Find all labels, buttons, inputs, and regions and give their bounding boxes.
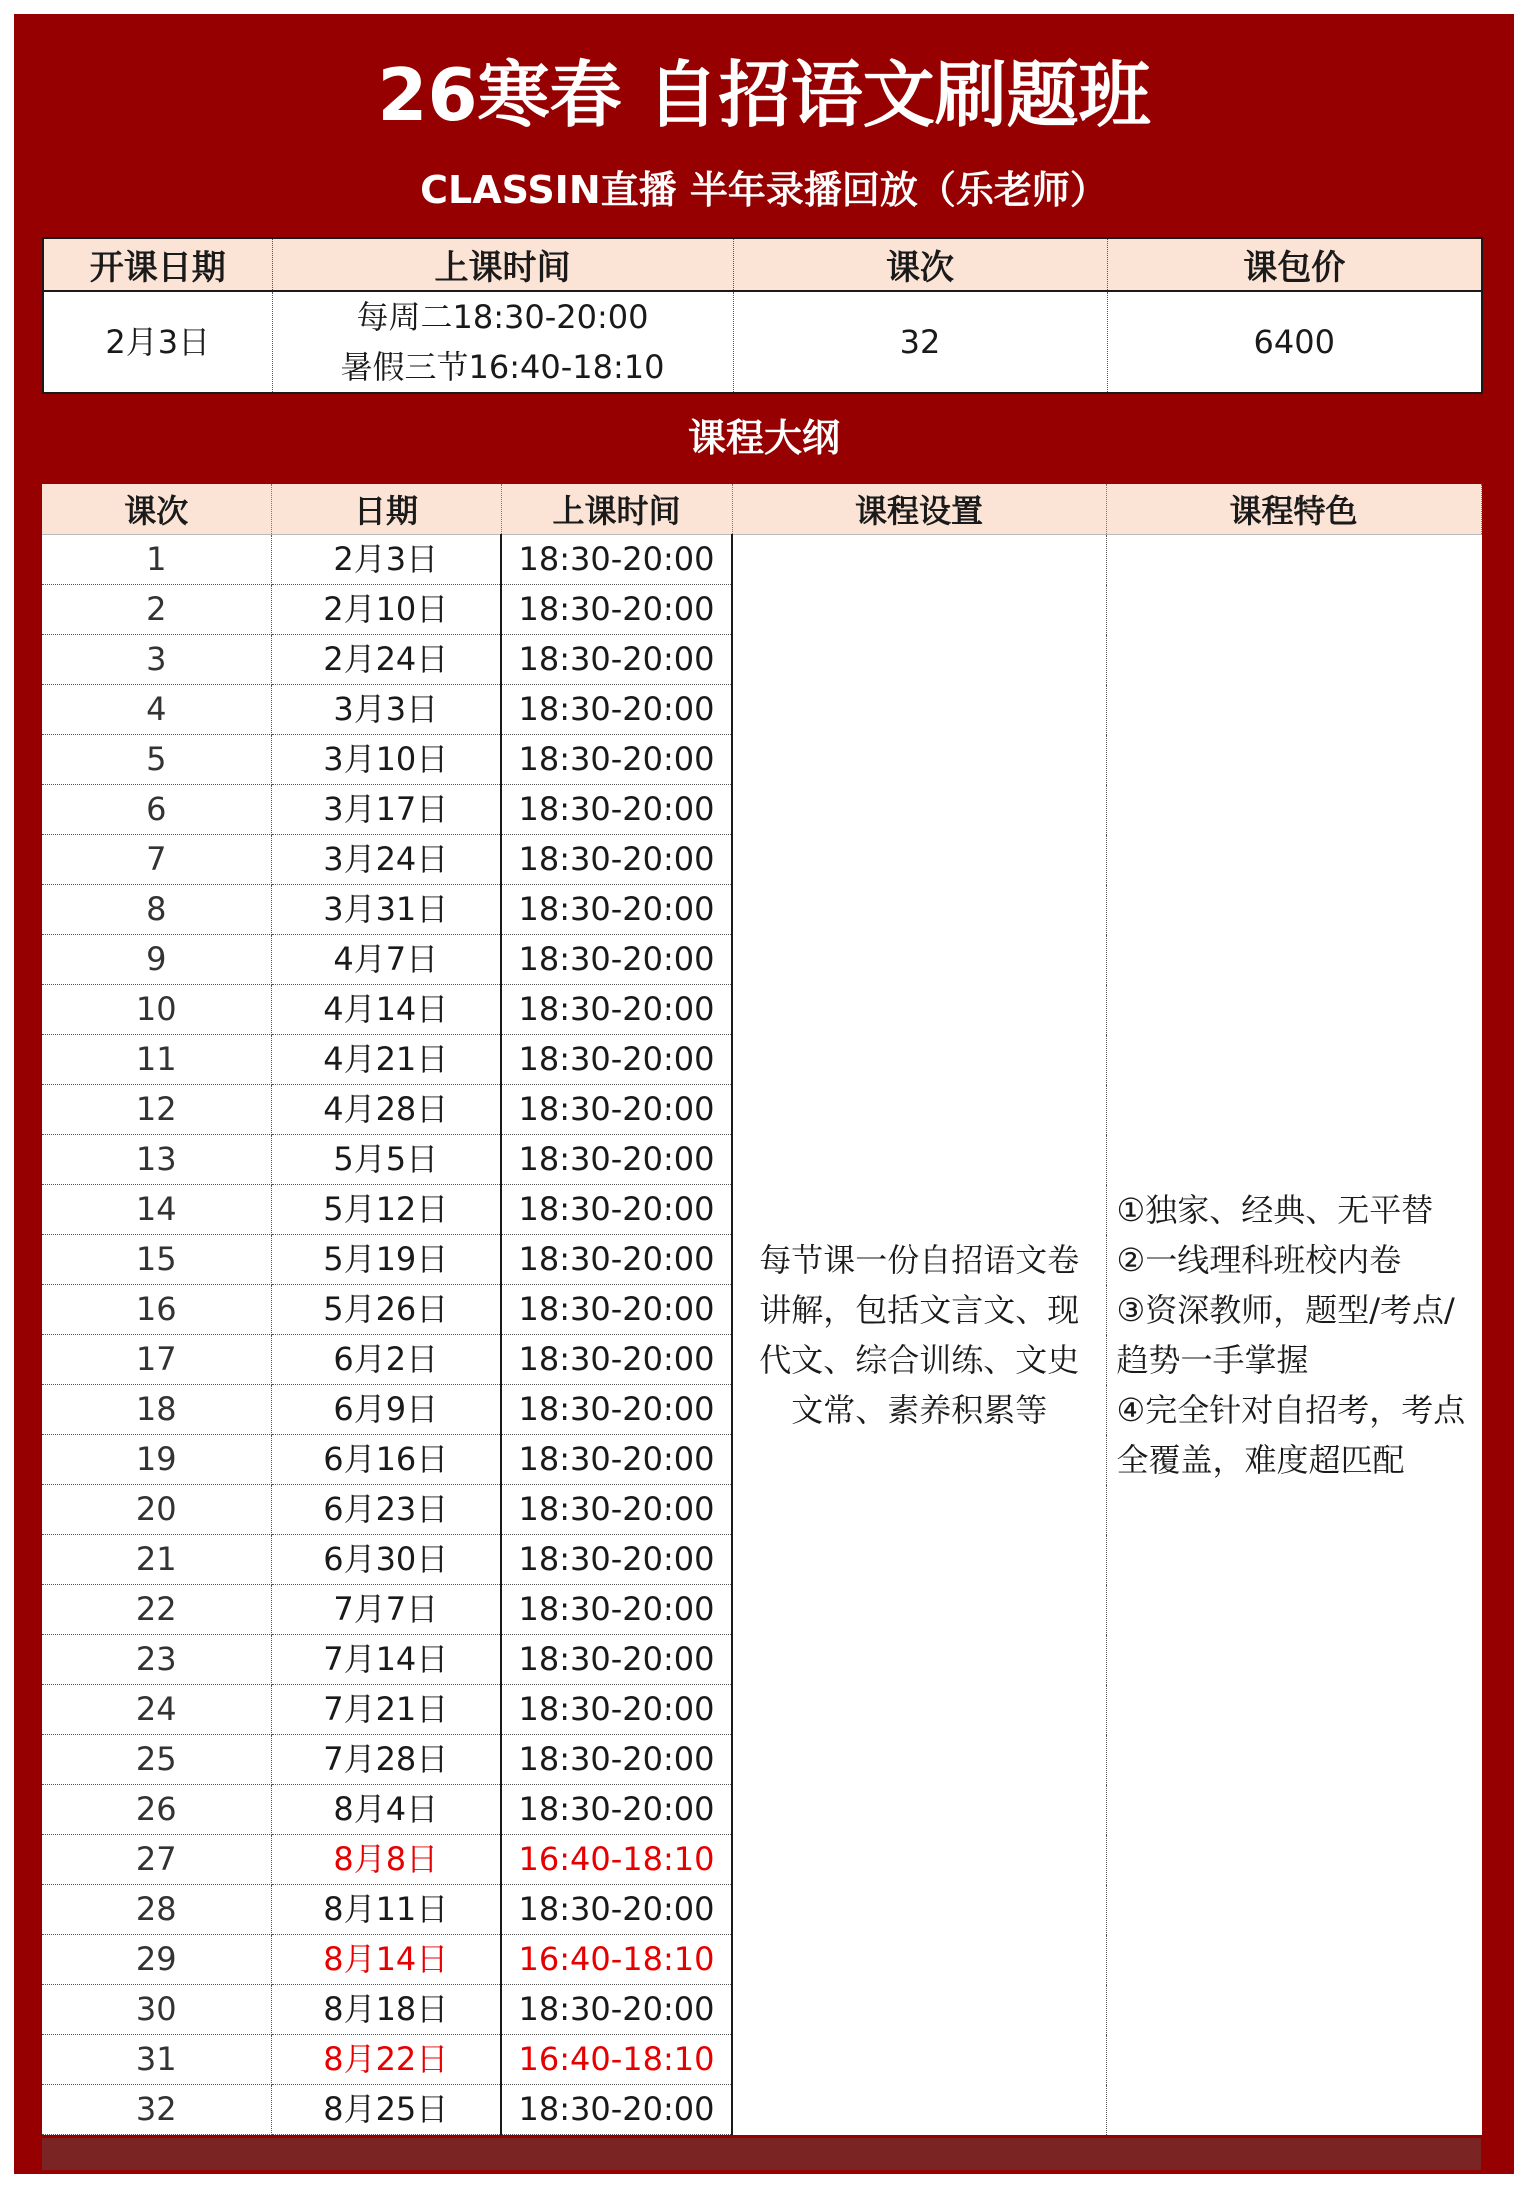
session-date: 3月3日 <box>271 685 501 735</box>
session-number: 23 <box>42 1635 271 1685</box>
info-sessions: 32 <box>733 291 1107 393</box>
session-date: 4月7日 <box>271 935 501 985</box>
session-time: 18:30-20:00 <box>501 985 732 1035</box>
session-number: 32 <box>42 2085 271 2135</box>
session-number: 7 <box>42 835 271 885</box>
info-header-start-date: 开课日期 <box>43 238 272 291</box>
info-header-row <box>43 238 1482 291</box>
session-number: 27 <box>42 1835 271 1885</box>
session-date: 8月25日 <box>271 2085 501 2135</box>
session-time: 18:30-20:00 <box>501 935 732 985</box>
page-title: 26寒春 自招语文刷题班 <box>377 53 1151 137</box>
session-number: 11 <box>42 1035 271 1085</box>
session-number: 30 <box>42 1985 271 2035</box>
session-number: 21 <box>42 1535 271 1585</box>
session-date: 2月3日 <box>271 535 501 585</box>
session-date: 6月23日 <box>271 1485 501 1535</box>
info-value-row <box>43 291 1482 393</box>
session-date: 6月2日 <box>271 1335 501 1385</box>
session-date: 3月10日 <box>271 735 501 785</box>
session-number: 24 <box>42 1685 271 1735</box>
session-time: 18:30-20:00 <box>501 1685 732 1735</box>
session-time: 18:30-20:00 <box>501 1735 732 1785</box>
session-number: 28 <box>42 1885 271 1935</box>
session-time: 18:30-20:00 <box>501 1135 732 1185</box>
session-number: 25 <box>42 1735 271 1785</box>
session-date: 2月24日 <box>271 635 501 685</box>
outline-title: 课程大纲 <box>687 416 840 460</box>
session-time: 18:30-20:00 <box>501 1435 732 1485</box>
session-time: 18:30-20:00 <box>501 1185 732 1235</box>
session-time: 18:30-20:00 <box>501 785 732 835</box>
session-time: 18:30-20:00 <box>501 1885 732 1935</box>
feature-item: ③资深教师，题型/考点/趋势一手掌握 <box>1116 1290 1455 1379</box>
session-date: 5月26日 <box>271 1285 501 1335</box>
feature-item: ①独家、经典、无平替 <box>1116 1190 1434 1229</box>
session-time: 18:30-20:00 <box>501 1285 732 1335</box>
feature-item: ②一线理科班校内卷 <box>1116 1240 1402 1279</box>
session-number: 14 <box>42 1185 271 1235</box>
session-time: 18:30-20:00 <box>501 2085 732 2135</box>
session-time: 16:40-18:10 <box>501 1935 732 1985</box>
session-number: 13 <box>42 1135 271 1185</box>
session-number: 20 <box>42 1485 271 1535</box>
session-date: 8月22日 <box>271 2035 501 2085</box>
session-time: 18:30-20:00 <box>501 1485 732 1535</box>
session-date: 6月30日 <box>271 1535 501 1585</box>
session-date: 3月24日 <box>271 835 501 885</box>
session-date: 4月21日 <box>271 1035 501 1085</box>
session-number: 29 <box>42 1935 271 1985</box>
table-row <box>42 535 1481 585</box>
session-time: 18:30-20:00 <box>501 1385 732 1435</box>
schedule-header-time: 上课时间 <box>501 484 732 535</box>
session-number: 6 <box>42 785 271 835</box>
session-time: 18:30-20:00 <box>501 635 732 685</box>
session-date: 6月16日 <box>271 1435 501 1485</box>
session-number: 18 <box>42 1385 271 1435</box>
info-header-sessions: 课次 <box>733 238 1107 291</box>
course-setting: 每节课一份自招语文卷讲解，包括文言文、现代文、综合训练、文史文常、素养积累等 <box>732 535 1106 2135</box>
session-number: 22 <box>42 1585 271 1635</box>
session-number: 19 <box>42 1435 271 1485</box>
session-time: 16:40-18:10 <box>501 2035 732 2085</box>
bottom-bar <box>42 2138 1481 2170</box>
session-time: 18:30-20:00 <box>501 835 732 885</box>
session-time: 18:30-20:00 <box>501 1085 732 1135</box>
session-number: 8 <box>42 885 271 935</box>
session-time: 16:40-18:10 <box>501 1835 732 1885</box>
session-date: 8月11日 <box>271 1885 501 1935</box>
session-time: 18:30-20:00 <box>501 1985 732 2035</box>
session-date: 8月4日 <box>271 1785 501 1835</box>
session-number: 9 <box>42 935 271 985</box>
session-date: 3月31日 <box>271 885 501 935</box>
session-number: 26 <box>42 1785 271 1835</box>
schedule-header-features: 课程特色 <box>1106 484 1481 535</box>
session-number: 15 <box>42 1235 271 1285</box>
course-info-table <box>42 237 1483 394</box>
session-number: 4 <box>42 685 271 735</box>
page-subtitle: CLASSIN直播 半年录播回放（乐老师） <box>420 168 1108 212</box>
session-time: 18:30-20:00 <box>501 1635 732 1685</box>
info-header-class-time: 上课时间 <box>272 238 733 291</box>
session-number: 5 <box>42 735 271 785</box>
session-number: 2 <box>42 585 271 635</box>
session-date: 7月28日 <box>271 1735 501 1785</box>
session-time: 18:30-20:00 <box>501 585 732 635</box>
session-number: 17 <box>42 1335 271 1385</box>
info-header-price: 课包价 <box>1107 238 1482 291</box>
info-class-time-summer: 暑假三节16:40-18:10 <box>340 348 665 386</box>
session-date: 5月19日 <box>271 1235 501 1285</box>
session-time: 18:30-20:00 <box>501 685 732 735</box>
schedule-header-setting: 课程设置 <box>732 484 1106 535</box>
session-date: 7月14日 <box>271 1635 501 1685</box>
session-time: 18:30-20:00 <box>501 1335 732 1385</box>
session-date: 2月10日 <box>271 585 501 635</box>
session-date: 8月14日 <box>271 1935 501 1985</box>
info-start-date: 2月3日 <box>43 291 272 393</box>
info-class-time-weekly: 每周二18:30-20:00 <box>356 298 649 336</box>
session-time: 18:30-20:00 <box>501 735 732 785</box>
session-date: 4月14日 <box>271 985 501 1035</box>
session-date: 5月12日 <box>271 1185 501 1235</box>
schedule-body <box>42 535 1481 2135</box>
session-time: 18:30-20:00 <box>501 1585 732 1635</box>
info-price: 6400 <box>1107 291 1482 393</box>
session-number: 12 <box>42 1085 271 1135</box>
feature-item: ④完全针对自招考，考点全覆盖，难度超匹配 <box>1116 1390 1466 1479</box>
schedule-header-row <box>42 484 1481 535</box>
session-date: 5月5日 <box>271 1135 501 1185</box>
session-date: 7月21日 <box>271 1685 501 1735</box>
session-time: 18:30-20:00 <box>501 535 732 585</box>
session-date: 3月17日 <box>271 785 501 835</box>
info-class-time <box>272 291 733 393</box>
session-number: 16 <box>42 1285 271 1335</box>
session-time: 18:30-20:00 <box>501 885 732 935</box>
session-number: 31 <box>42 2035 271 2085</box>
course-features <box>1106 535 1481 2135</box>
session-date: 7月7日 <box>271 1585 501 1635</box>
session-time: 18:30-20:00 <box>501 1785 732 1835</box>
session-date: 8月8日 <box>271 1835 501 1885</box>
schedule-header-session: 课次 <box>42 484 271 535</box>
schedule-table <box>42 484 1482 2135</box>
schedule-header-date: 日期 <box>271 484 501 535</box>
session-time: 18:30-20:00 <box>501 1035 732 1085</box>
session-number: 10 <box>42 985 271 1035</box>
session-time: 18:30-20:00 <box>501 1235 732 1285</box>
session-date: 4月28日 <box>271 1085 501 1135</box>
session-date: 8月18日 <box>271 1985 501 2035</box>
session-time: 18:30-20:00 <box>501 1535 732 1585</box>
session-number: 1 <box>42 535 271 585</box>
session-number: 3 <box>42 635 271 685</box>
session-date: 6月9日 <box>271 1385 501 1435</box>
